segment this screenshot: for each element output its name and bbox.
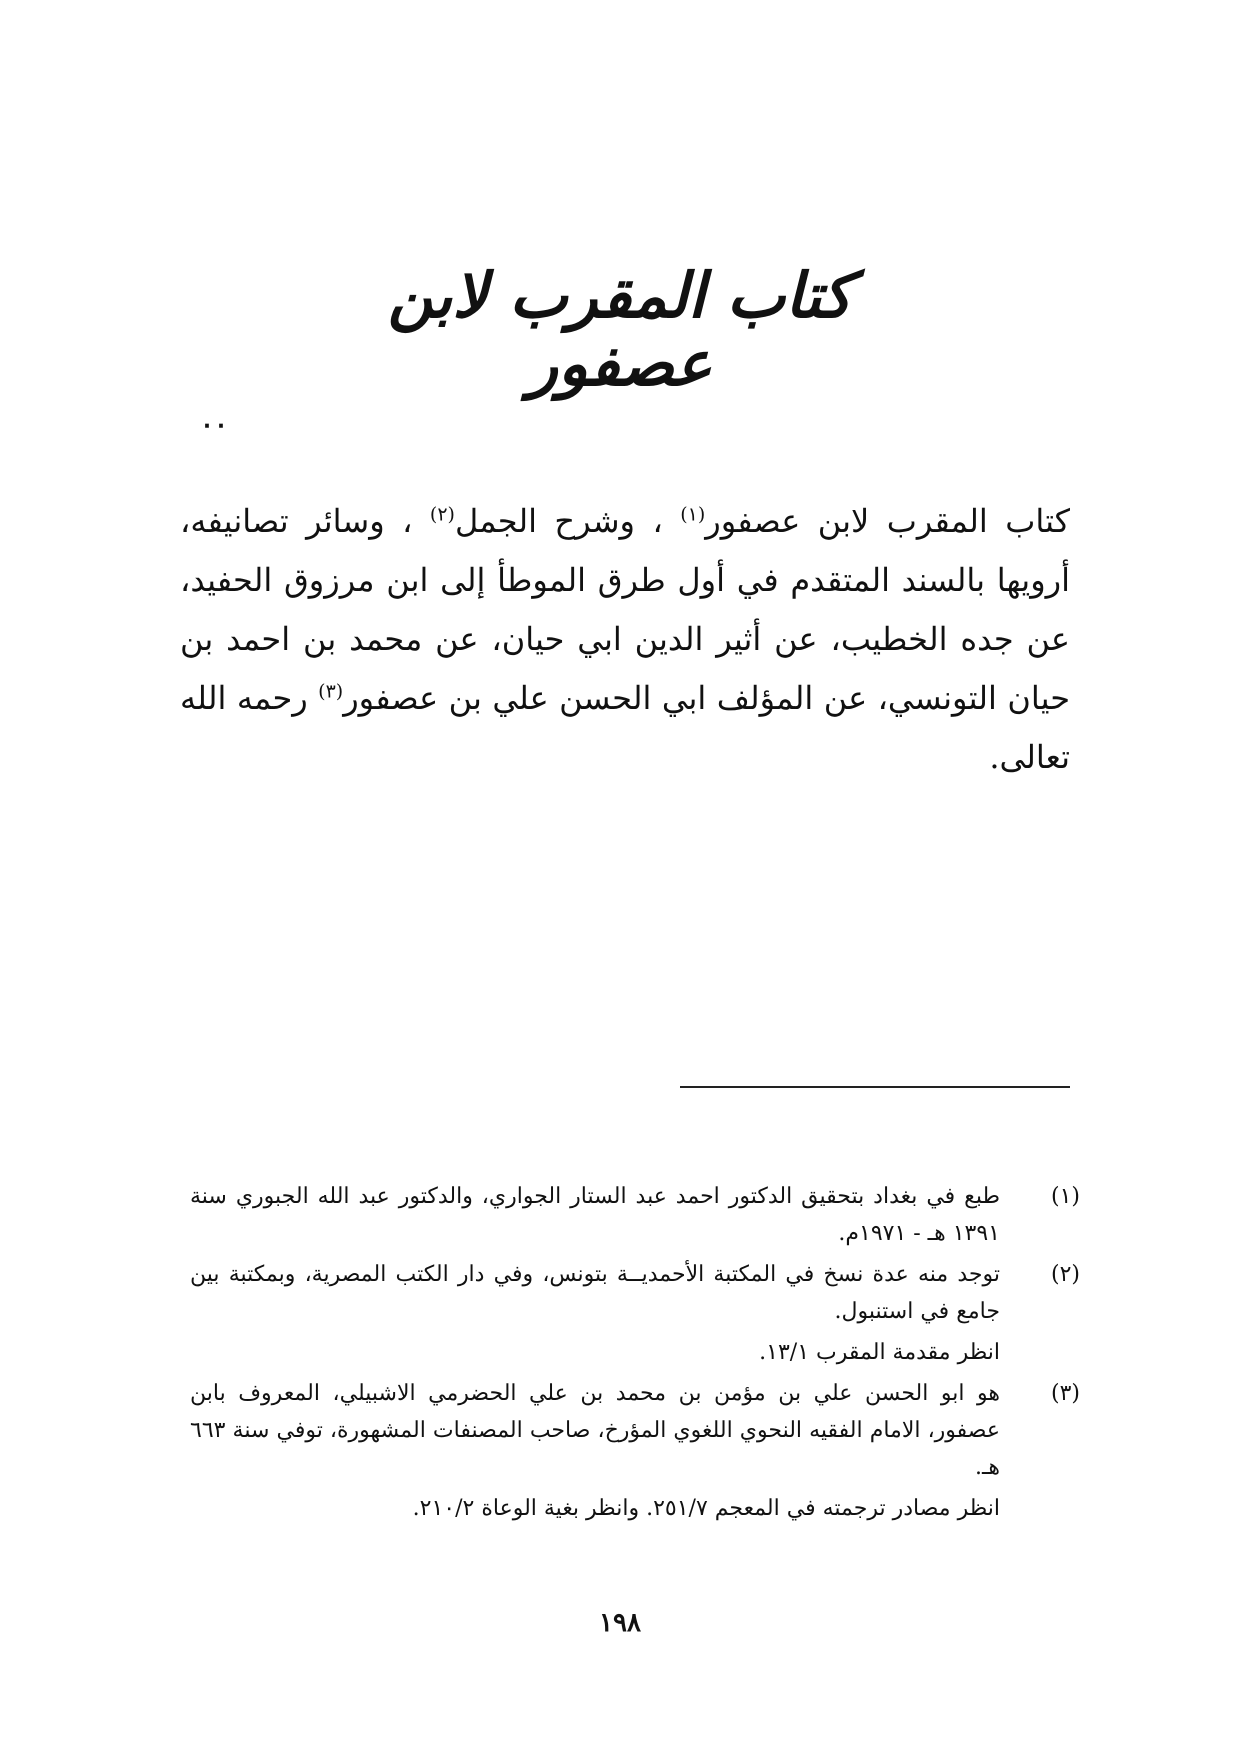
footnote-number: (٢): [1050, 1262, 1080, 1287]
footnote-text: هو ابو الحسن علي بن مؤمن بن محمد بن علي الحضرمي الاشبيلي، المعروف بابن عصفور، الامام الفقيه النحوي اللغوي المؤرخ، صاحب المصنفات المشهورة، توفي سنة ٦٦٣ هـ.: [190, 1381, 1000, 1480]
footnote-2: [190, 1256, 1080, 1330]
footnote-text: طبع في بغداد بتحقيق الدكتور احمد عبد الستار الجواري، والدكتور عبد الله الجبوري سنة ١٣٩١ هـ - ١٩٧١م.: [190, 1184, 1000, 1246]
body-text-part: كتاب المقرب لابن عصفور: [705, 502, 1071, 540]
footnote-1: [190, 1178, 1080, 1252]
footnote-ref-2: (٢): [429, 503, 455, 526]
footnotes: [190, 1178, 1080, 1527]
footnote-text: توجد منه عدة نسخ في المكتبة الأحمديــة بتونس، وفي دار الكتب المصرية، وبمكتبة بين جامع في استنبول.: [190, 1262, 1000, 1324]
footnote-ref-1: (١): [680, 503, 706, 526]
footnote-divider: [680, 1086, 1070, 1088]
footnote-ref-3: (٣): [318, 680, 344, 703]
footnote-2-extra: انظر مقدمة المقرب ١٣/١.: [759, 1340, 1000, 1365]
body-text-part: ، وسائر تصانيفه، أرويها بالسند المتقدم في أول طرق الموطأ إلى ابن مرزوق الحفيد، عن جده الخطيب، عن أثير الدين ابي حيان، عن محمد بن احمد بن حيان التونسي، عن المؤلف ابي الحسن علي بن عصفور: [180, 502, 1070, 717]
page-title: كتاب المقرب لابن عصفور: [387, 259, 853, 401]
page-number: ١٩٨: [599, 1608, 641, 1638]
body-text-part: رحمه الله تعالى.: [180, 679, 1070, 776]
ornament-mark: ٠٠: [200, 410, 228, 440]
paragraph: [180, 492, 1070, 787]
footnote-3-extra: انظر مصادر ترجمته في المعجم ٢٥١/٧. وانظر بغية الوعاة ٢١٠/٢.: [412, 1496, 1000, 1521]
footnote-number: (٣): [1050, 1381, 1080, 1406]
footnote-3: [190, 1375, 1080, 1486]
body-text-part: ، وشرح الجمل: [454, 502, 663, 540]
main-paragraph: [180, 492, 1070, 787]
footnote-number: (١): [1050, 1184, 1080, 1209]
